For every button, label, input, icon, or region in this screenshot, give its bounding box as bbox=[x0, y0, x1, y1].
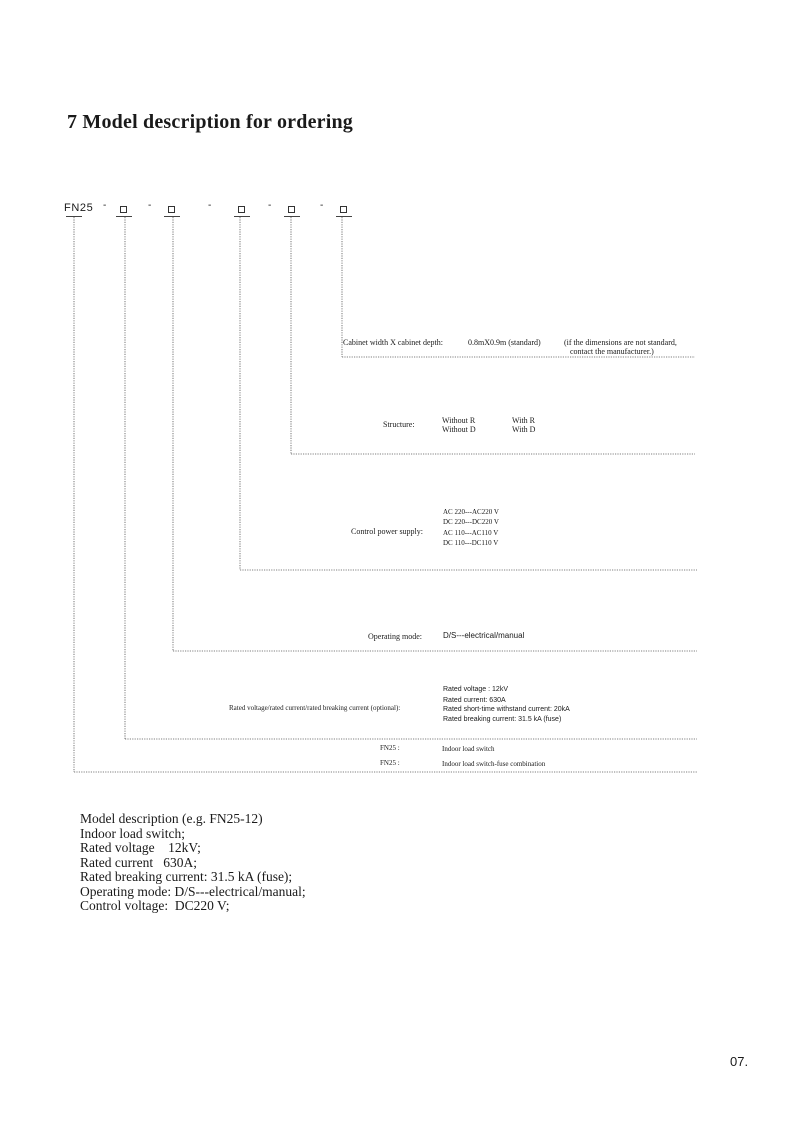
type-description: Indoor load switch bbox=[442, 745, 495, 753]
rated-line: Rated current: 630A bbox=[443, 697, 506, 704]
code-separator: - bbox=[268, 200, 272, 211]
structure-option: Without R bbox=[442, 416, 476, 425]
structure-option: With D bbox=[512, 425, 536, 434]
type-code: FN25 : bbox=[380, 744, 400, 752]
structure-option: Without D bbox=[442, 425, 476, 434]
rated-line: Rated short-time withstand current: 20kA bbox=[443, 706, 570, 713]
control-power-option: AC 220---AC220 V bbox=[443, 508, 499, 516]
structure-label: Structure: bbox=[383, 420, 415, 429]
model-code-prefix: FN25 bbox=[64, 202, 94, 214]
example-line: Operating mode: D/S---electrical/manual; bbox=[80, 883, 306, 899]
rated-line: Rated voltage : 12kV bbox=[443, 686, 508, 693]
operating-mode-value: D/S---electrical/manual bbox=[443, 631, 525, 640]
code-separator: - bbox=[148, 200, 152, 211]
cabinet-value: 0.8mX0.9m (standard) bbox=[468, 338, 541, 347]
cabinet-label: Cabinet width X cabinet depth: bbox=[343, 338, 443, 347]
example-line: Model description (e.g. FN25-12) bbox=[80, 811, 263, 826]
example-line: Rated current 630A; bbox=[80, 854, 197, 870]
control-power-option: DC 110---DC110 V bbox=[443, 539, 499, 547]
control-power-label: Control power supply: bbox=[351, 527, 423, 536]
page-number: 07. bbox=[730, 1054, 749, 1069]
example-line: Indoor load switch; bbox=[80, 825, 185, 841]
rated-line: Rated breaking current: 31.5 kA (fuse) bbox=[443, 716, 562, 723]
type-description: Indoor load switch-fuse combination bbox=[442, 760, 546, 768]
code-separator: - bbox=[208, 200, 212, 211]
control-power-option: DC 220---DC220 V bbox=[443, 518, 499, 526]
example-line: Rated voltage 12kV; bbox=[80, 840, 201, 855]
model-example bbox=[80, 812, 480, 914]
rated-label: Rated voltage/rated current/rated breaking current (optional): bbox=[229, 704, 401, 712]
operating-mode-label: Operating mode: bbox=[368, 632, 422, 641]
cabinet-note: (if the dimensions are not standard, bbox=[564, 338, 677, 347]
code-separator: - bbox=[103, 200, 107, 211]
example-line: Control voltage: DC220 V; bbox=[80, 898, 230, 913]
page-heading: 7 Model description for ordering bbox=[67, 111, 353, 133]
example-line: Rated breaking current: 31.5 kA (fuse); bbox=[80, 869, 293, 884]
type-code: FN25 : bbox=[380, 759, 400, 767]
control-power-option: AC 110---AC110 V bbox=[443, 529, 499, 537]
code-separator: - bbox=[320, 200, 324, 211]
structure-option: With R bbox=[512, 416, 536, 425]
cabinet-note: contact the manufacturer.) bbox=[570, 347, 654, 356]
